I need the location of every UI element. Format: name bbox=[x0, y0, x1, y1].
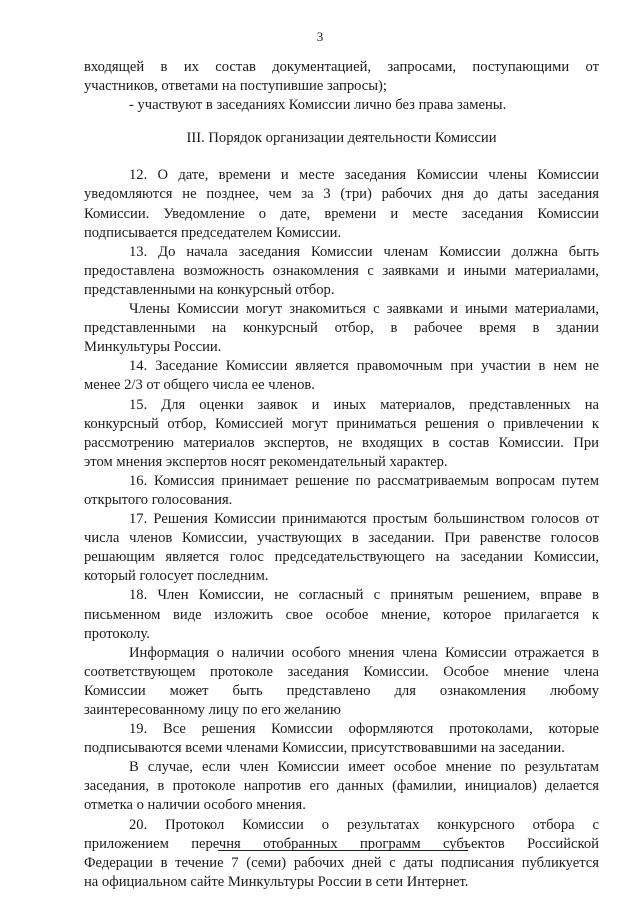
paragraph-19 bbox=[84, 720, 599, 758]
text-line: Члены Комиссии могут знакомиться с заявками и иными материалами, bbox=[129, 301, 599, 318]
text-line: подписываются всеми членами Комиссии, присутствовавшими на заседании. bbox=[84, 740, 565, 757]
text-line: представленными на конкурсный отбор. bbox=[84, 281, 335, 298]
page-number: 3 bbox=[316, 29, 324, 44]
text-line: 19. Все решения Комиссии оформляются протоколами, которые bbox=[129, 721, 599, 738]
text-line: - участвуют в заседаниях Комиссии лично без права замены. bbox=[129, 97, 507, 114]
paragraph-19-continued bbox=[84, 758, 599, 815]
text-line: 18. Член Комиссии, не согласный с принятым решением, вправе в bbox=[129, 587, 599, 604]
text-line: уведомляются не позднее, чем за 3 (три) рабочих дня до даты заседания bbox=[84, 186, 599, 203]
text-line: числа членов Комиссии, участвующих в заседании. При равенстве голосов bbox=[84, 530, 599, 547]
text-line: предоставлена возможность ознакомления с заявками и иными материалами, bbox=[84, 262, 599, 279]
text-line: 20. Протокол Комиссии о результатах конкурсного отбора с bbox=[129, 816, 599, 833]
text-line: участников, ответами на поступившие запросы); bbox=[84, 78, 387, 95]
text-line: открытого голосования. bbox=[84, 491, 233, 508]
text-line: приложением перечня отобранных программ субъектов Российской bbox=[84, 835, 599, 852]
text-line: Комиссии может быть представлено для ознакомления любому bbox=[84, 682, 599, 699]
text-line: менее 2/3 от общего числа ее членов. bbox=[84, 377, 315, 394]
paragraph-18 bbox=[84, 586, 599, 643]
text-line: 15. Для оценки заявок и иных материалов, представленных на bbox=[129, 396, 599, 413]
paragraph-15 bbox=[84, 396, 599, 472]
paragraph-16 bbox=[84, 472, 599, 510]
text-line: рассмотрению материалов экспертов, не входящих в состав Комиссии. При bbox=[84, 434, 599, 451]
paragraph-20 bbox=[84, 816, 599, 892]
text-line: который голосует последним. bbox=[84, 568, 269, 585]
text-line: входящей в их состав документацией, запросами, поступающими от bbox=[84, 59, 599, 75]
document-body bbox=[84, 58, 599, 892]
text-line: решающим является голос председательствующего на заседании Комиссии, bbox=[84, 549, 599, 566]
text-line: отметка о наличии особого мнения. bbox=[84, 797, 306, 814]
text-line: 16. Комиссия принимает решение по рассматриваемым вопросам путем bbox=[129, 472, 599, 489]
footer-divider bbox=[218, 850, 468, 851]
paragraph-14 bbox=[84, 357, 599, 395]
paragraph-12 bbox=[84, 166, 599, 242]
text-line: 12. О дате, времени и месте заседания Комиссии члены Комиссии bbox=[129, 167, 599, 184]
text-line: 13. До начала заседания Комиссии членам Комиссии должна быть bbox=[129, 243, 599, 260]
text-line: Комиссии. Уведомление о дате, времени и месте заседания Комиссии bbox=[84, 205, 599, 222]
text-line: В случае, если член Комиссии имеет особое мнение по результатам bbox=[129, 759, 599, 776]
text-line: соответствующем протоколе заседания Комиссии. Особое мнение члена bbox=[84, 663, 599, 680]
text-line: заинтересованному лицу по его желанию bbox=[84, 702, 341, 718]
text-line: 17. Решения Комиссии принимаются простым большинством голосов от bbox=[129, 511, 599, 528]
text-line: на официальном сайте Минкультуры России в сети Интернет. bbox=[84, 873, 469, 890]
section-heading: III. Порядок организации деятельности Комиссии bbox=[186, 130, 497, 147]
paragraph-13-continued bbox=[84, 300, 599, 357]
text-line: Информация о наличии особого мнения члена Комиссии отражается в bbox=[129, 644, 599, 661]
paragraph-13 bbox=[84, 243, 599, 300]
text-line: 14. Заседание Комиссии является правомочным при участии в нем не bbox=[129, 358, 599, 375]
text-line: письменном виде изложить свое особое мнение, которое прилагается к bbox=[84, 606, 599, 623]
text-line: Федерации в течение 7 (семи) рабочих дней с даты подписания публикуется bbox=[84, 854, 599, 871]
text-line: Минкультуры России. bbox=[84, 339, 222, 356]
text-line: конкурсный отбор, Комиссией могут приниматься решения о привлечении к bbox=[84, 415, 599, 432]
text-line: протоколу. bbox=[84, 625, 150, 642]
text-line: подписывается председателем Комиссии. bbox=[84, 224, 342, 241]
paragraph-18-continued bbox=[84, 644, 599, 720]
intro-continuation bbox=[84, 58, 599, 115]
text-line: этом мнения экспертов носят рекомендательный характер. bbox=[84, 453, 448, 470]
text-line: представленными на конкурсный отбор, в рабочее время в здании bbox=[84, 320, 599, 337]
paragraph-17 bbox=[84, 510, 599, 586]
text-line: заседания, в протоколе напротив его данных (фамилии, инициалов) делается bbox=[84, 778, 599, 795]
